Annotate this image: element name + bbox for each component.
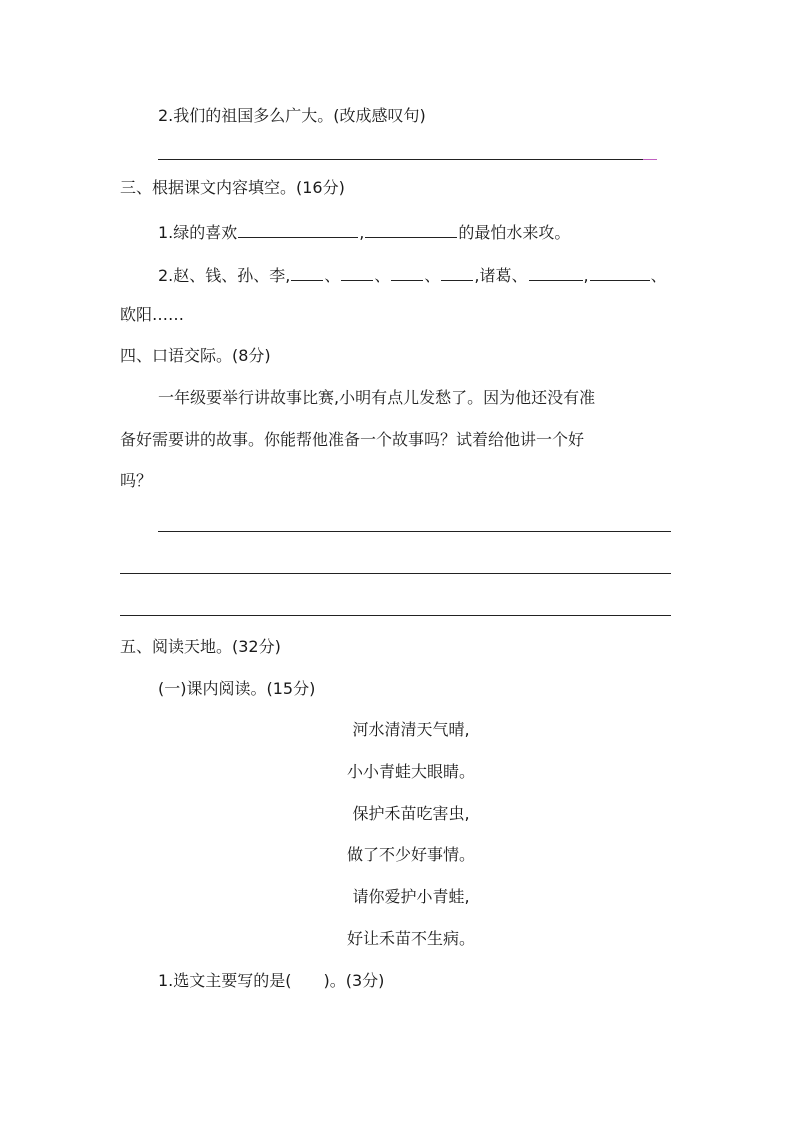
- poem-line: 请你爱护小青蛙,: [352, 887, 470, 906]
- fill-blank[interactable]: [441, 264, 473, 281]
- comma-sep: ,: [474, 266, 480, 285]
- poem-line: 小小青蛙大眼睛。: [346, 762, 475, 781]
- poem-line: 好让禾苗不生病。: [346, 929, 475, 948]
- fill-blank[interactable]: [238, 221, 358, 238]
- section-3-item-1: [158, 221, 570, 243]
- section-5-title: 五、阅读天地。(32分): [120, 637, 281, 656]
- section-4-prompt-line-1: 一年级要举行讲故事比赛,小明有点儿发愁了。因为他还没有准: [158, 388, 596, 407]
- section-3-title: 三、根据课文内容填空。(16分): [120, 178, 345, 197]
- fill-blank[interactable]: [590, 264, 650, 281]
- comma-sep: ,: [583, 266, 589, 285]
- item-1-sep: ,: [359, 223, 365, 242]
- fill-blank[interactable]: [291, 264, 323, 281]
- fill-blank[interactable]: [391, 264, 423, 281]
- poem-line: 河水清清天气晴,: [352, 720, 470, 739]
- section-4-prompt-line-3: 吗？: [120, 471, 153, 490]
- answer-line[interactable]: [158, 159, 643, 160]
- dun-sep: 、: [374, 266, 391, 285]
- answer-line[interactable]: [120, 615, 671, 616]
- section-4-prompt-line-2: 备好需要讲的故事。你能帮他准备一个故事吗？试着给他讲一个好: [120, 430, 585, 449]
- section-5-question-1: 1.选文主要写的是( )。(3分): [158, 971, 385, 990]
- dun-sep: 、: [324, 266, 341, 285]
- section-3-item-2: [158, 264, 667, 286]
- section-3-item-2-end: 欧阳……: [120, 305, 185, 324]
- item-1-text-a: 1.绿的喜欢: [158, 223, 238, 242]
- section-4-title: 四、口语交际。(8分): [120, 346, 271, 365]
- item-1-text-b: 的最怕水来攻。: [458, 223, 571, 242]
- answer-line[interactable]: [120, 573, 671, 574]
- poem-line: 做了不少好事情。: [346, 845, 475, 864]
- fill-blank[interactable]: [529, 264, 583, 281]
- answer-line-mark: [643, 159, 657, 160]
- dun-sep: 、: [424, 266, 441, 285]
- question-2-rewrite: 2.我们的祖国多么广大。(改成感叹句): [158, 106, 426, 125]
- section-5-sub-1: (一)课内阅读。(15分): [158, 679, 316, 698]
- item-2-zhuge: 诸葛、: [479, 266, 528, 285]
- fill-blank[interactable]: [365, 221, 457, 238]
- item-2-start: 2.赵、钱、孙、李,: [158, 266, 291, 285]
- dun-sep: 、: [650, 266, 667, 285]
- fill-blank[interactable]: [341, 264, 373, 281]
- answer-line[interactable]: [158, 531, 671, 532]
- poem-line: 保护禾苗吃害虫,: [352, 804, 470, 823]
